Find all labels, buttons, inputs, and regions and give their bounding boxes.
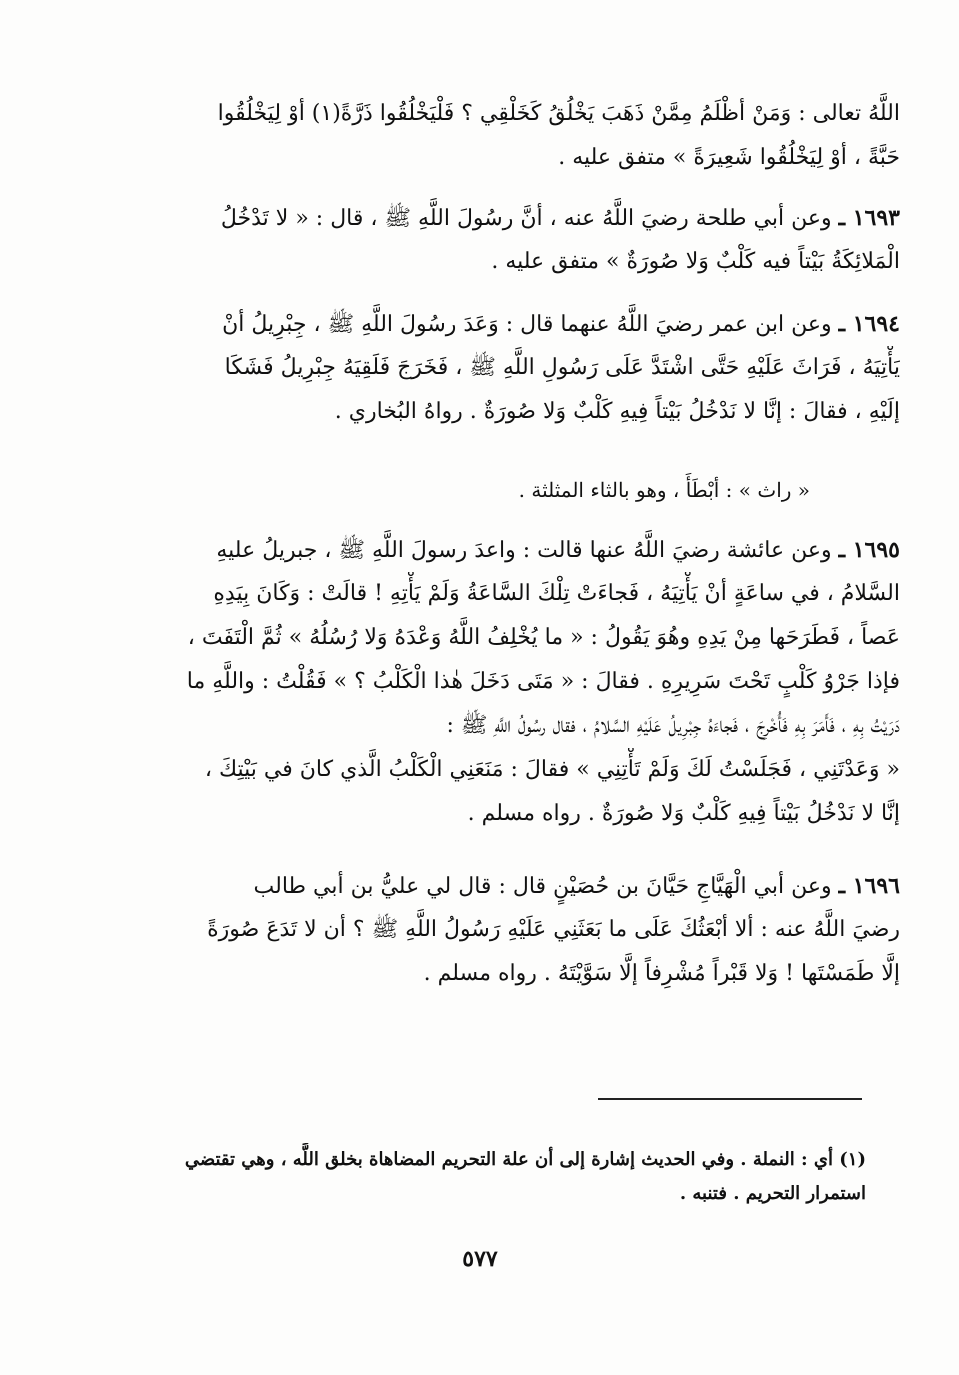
hadith-number: ١٦٩٣ ـ — [838, 205, 900, 231]
text-line — [130, 196, 900, 240]
hadith-1692-continuation — [130, 92, 900, 180]
text-segment: وعن أبي الْهَيَّاجِ حَيَّانَ بن حُصَيْنٍ قال : قال لي عليُّ بن أبي طالب — [253, 874, 832, 899]
hadith-number: ١٦٩٥ ـ — [838, 537, 900, 563]
footnote-line: (١) أي : النملة . وفي الحديث إشارة إلى أن علة التحريم المضاهاة بخلق اللَّه ، وهي تقتضي — [184, 1149, 866, 1170]
text-line: إنَّا لا نَدْخُلُ بَيْتاً فِيهِ كَلْبٌ وَلا صُورَةٌ . رواه مسلم . — [467, 801, 900, 826]
text-line: يَأْتِيَهُ ، فَرَاثَ عَلَيْهِ حَتَّى اشْتَدَّ عَلَى رَسُولِ اللَّهِ ﷺ ، فَخَرَجَ فَلَقِيَهُ جِبْرِيلُ فَشَكَا — [224, 355, 900, 380]
text-line: إلَيْهِ ، فقالَ : إنَّا لا نَدْخُلُ بَيْتاً فِيهِ كَلْبٌ وَلا صُورَةٌ . رواهُ البُخاري . — [334, 399, 900, 424]
footnote-line: استمرار التحريم . فتنبه . — [679, 1183, 866, 1204]
text-line — [130, 302, 900, 346]
word-explanation-note: « راث » : أبْطَأَ ، وهو بالثاء المثلثة . — [518, 478, 810, 502]
text-line: الْمَلائِكَةُ بَيْتاً فيه كَلْبٌ وَلا صُورَةٌ » متفق عليه . — [491, 249, 900, 274]
footnote — [150, 1143, 866, 1211]
text-line: دَرَيْتُ بِهِ ، فَأَمَرَ بِهِ فَأُخْرِجَ ، فَجاءَهُ جِبْرِيلُ عَلَيْهِ السَّلامُ ، فقال رسُولُ اللَّهِ ﷺ : — [446, 713, 900, 738]
text-line — [130, 864, 900, 908]
hadith-1695 — [130, 528, 900, 836]
text-line: السَّلامُ ، في ساعَةٍ أنْ يَأْتِيَهُ ، فَجاءَتْ تِلْكَ السَّاعَةُ وَلَمْ يَأْتِهِ ! قالَتْ : وَكَانَ بِيَدِهِ — [213, 581, 900, 606]
text-line: عَصاً ، فَطَرَحَها مِنْ يَدِهِ وهُوَ يَقُولُ : « ما يُخْلِفُ اللَّهُ وَعْدَهُ وَلا رُسُلُهُ » ثُمَّ الْتَفَتَ ، — [187, 625, 900, 650]
text-segment: وعن عائشة رضيَ اللَّهُ عنها قالت : واعدَ رسولَ اللَّهِ ﷺ ، جبريلُ عليهِ — [216, 538, 832, 563]
text-line: رضيَ اللَّهُ عنه : ألا أبْعَثُكَ عَلَى ما بَعَثَنِي عَلَيْهِ رَسُولُ اللَّهِ ﷺ ؟ أن لا تَدَعَ صُورَةً — [207, 917, 900, 942]
text-segment: وعن أبي طلحة رضيَ اللَّهُ عنه ، أنَّ رسُولَ اللَّهِ ﷺ ، قال : « لا تَدْخُلُ — [220, 206, 832, 231]
text-line: إلَّا طَمَسْتَها ! وَلا قَبْراً مُشْرِفاً إلَّا سَوَّيْتَهُ . رواه مسلم . — [423, 961, 900, 986]
hadith-1693 — [130, 196, 900, 284]
text-segment: وعن ابن عمر رضيَ اللَّهُ عنهما قال : وَعَدَ رسُولَ اللَّهِ ﷺ ، جِبْرِيلُ أنْ — [222, 312, 832, 337]
hadith-1696 — [130, 864, 900, 996]
text-line: « وَعَدْتَنِي ، فَجَلَسْتُ لَكَ وَلَمْ تَأْتِنِي » فقالَ : مَنَعَنِي الْكَلْبُ الَّذي كانَ في بَيْتِكَ ، — [204, 757, 900, 782]
page-number: ٥٧٧ — [462, 1246, 498, 1272]
footnote-separator — [598, 1098, 862, 1100]
text-line: حَبَّةً ، أوْ لِيَخْلُقُوا شَعِيرَةً » متفق عليه . — [558, 145, 900, 170]
text-line: فإذا جَرْوُ كَلْبٍ تَحْتَ سَرِيرِهِ . فقالَ : « مَتَى دَخَلَ هٰذا الْكَلْبُ ؟ » فَقُلْتُ : واللَّهِ ما — [186, 669, 900, 694]
hadith-1694 — [130, 302, 900, 434]
hadith-number: ١٦٩٤ ـ — [838, 311, 900, 337]
text-line — [130, 528, 900, 572]
hadith-number: ١٦٩٦ ـ — [838, 873, 900, 899]
text-line: اللَّهُ تعالى : وَمَنْ أظْلَمُ مِمَّنْ ذَهَبَ يَخْلُقُ كَخَلْقِي ؟ فَلْيَخْلُقُوا ذَرَّةً(١) أوْ لِيَخْلُقُوا — [217, 101, 900, 126]
